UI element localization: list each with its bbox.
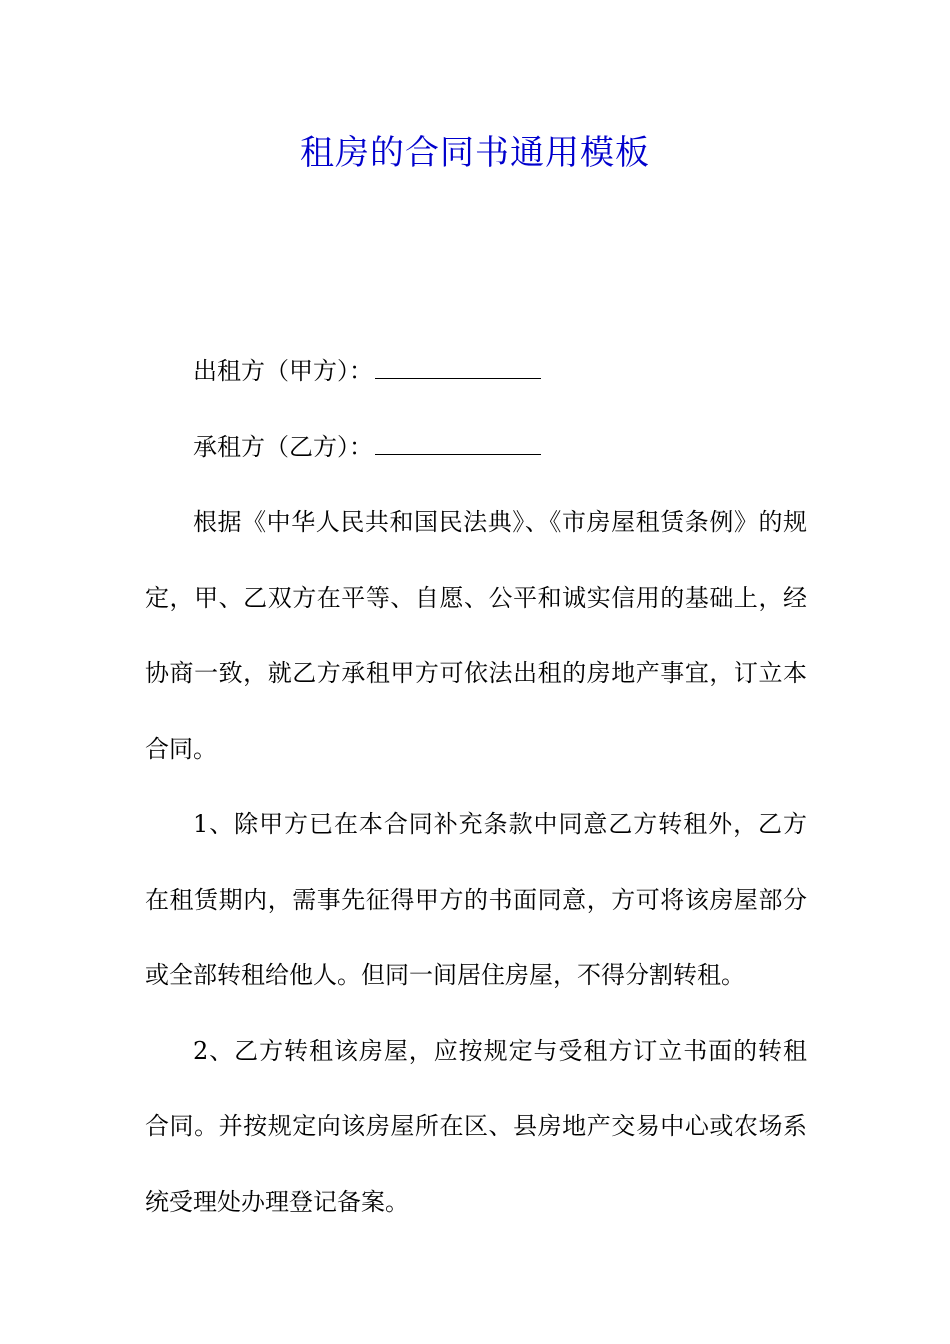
document-title: 租房的合同书通用模板 bbox=[300, 133, 650, 173]
paragraph-clause-1: 1、除甲方已在本合同补充条款中同意乙方转租外，乙方在租赁期内，需事先征得甲方的书面同意，方可将该房屋部分或全部转租给他人。但同一间居住房屋，不得分割转租。 bbox=[145, 810, 807, 989]
lessee-line bbox=[145, 410, 807, 486]
paragraph-clause-2: 2、乙方转租该房屋，应按规定与受租方订立书面的转租合同。并按规定向该房屋所在区、县房地产交易中心或农场系统受理处办理登记备案。 bbox=[145, 1036, 807, 1216]
lessor-blank-field[interactable] bbox=[375, 356, 541, 379]
lessee-blank-field[interactable] bbox=[375, 432, 541, 455]
lessor-label: 出租方（甲方）： bbox=[193, 357, 373, 385]
document-body bbox=[145, 334, 807, 1240]
paragraph-preamble: 根据《中华人民共和国民法典》、《市房屋租赁条例》的规定，甲、乙双方在平等、自愿、公平和诚实信用的基础上，经协商一致，就乙方承租甲方可依法出租的房地产事宜，订立本合同。 bbox=[145, 508, 807, 763]
lessor-line bbox=[145, 334, 807, 410]
lessee-label: 承租方（乙方）： bbox=[193, 432, 373, 461]
